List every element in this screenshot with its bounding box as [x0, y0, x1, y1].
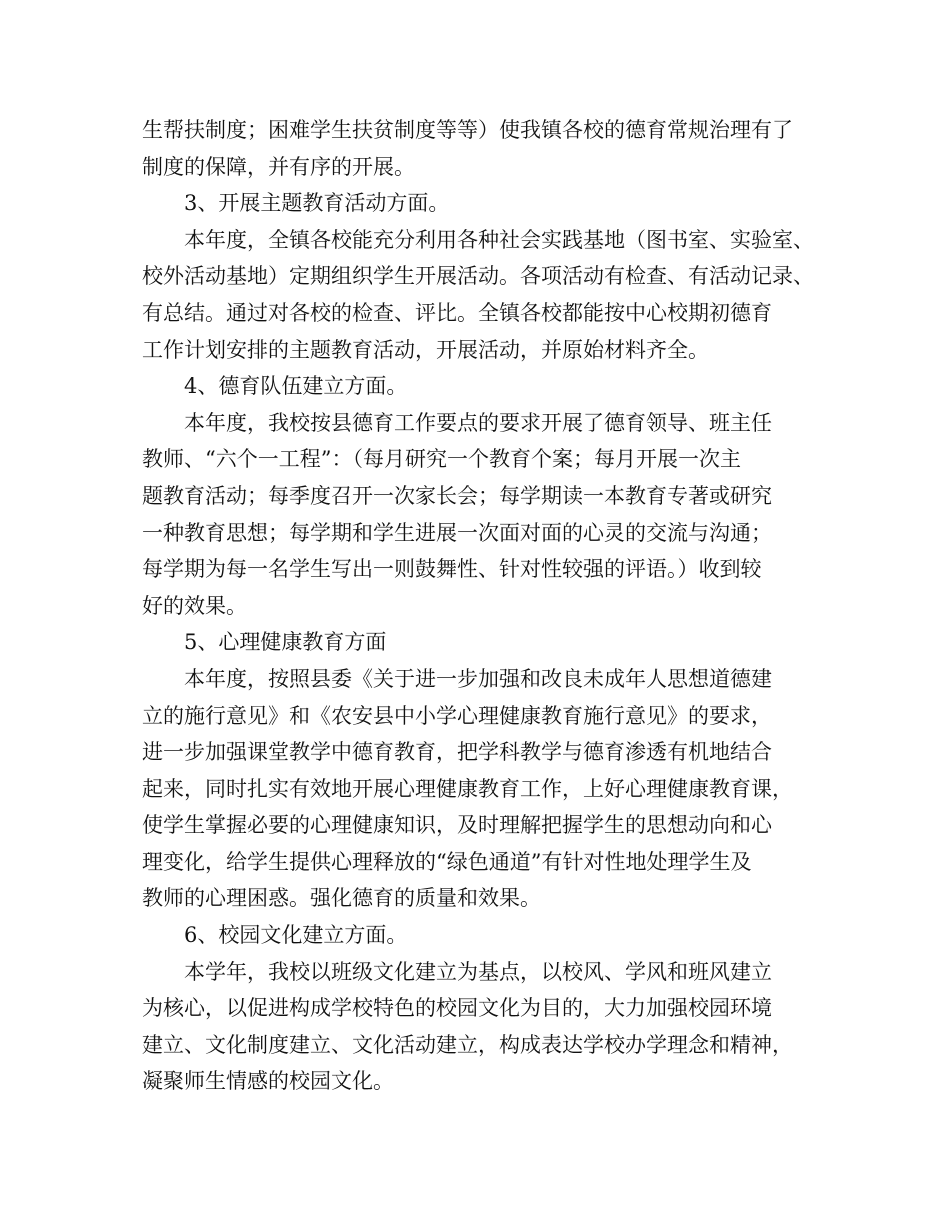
text-line: 凝聚师生情感的校园文化。	[142, 1069, 394, 1094]
text-line: 工作计划安排的主题教育活动，开展活动，并原始材料齐全。	[142, 337, 709, 362]
text-line: 本年度，按照县委《关于进一步加强和改良未成年人思想道德建	[184, 666, 772, 691]
text-line: 好的效果。	[142, 593, 247, 618]
text-line: 有总结。通过对各校的检查、评比。全镇各校都能按中心校期初德育	[142, 300, 772, 325]
text-line: 制度的保障，并有序的开展。	[142, 154, 415, 179]
text-line: 每学期为每一名学生写出一则鼓舞性、针对性较强的评语。）收到较	[142, 557, 762, 582]
text-line: 为核心，以促进构成学校特色的校园文化为目的，大力加强校园环境	[142, 996, 772, 1021]
text-line: 3、开展主题教育活动方面。	[184, 191, 450, 216]
text-line: 立的施行意见》和《农安县中小学心理健康教育施行意见》的要求，	[142, 703, 772, 728]
text-line: 教师、“六个一工程”：（每月研究一个教育个案；每月开展一次主	[142, 447, 741, 472]
text-line: 题教育活动；每季度召开一次家长会；每学期读一本教育专著或研究	[142, 483, 772, 508]
text-line: 本学年，我校以班级文化建立为基点，以校风、学风和班风建立	[184, 959, 772, 984]
document-body	[142, 112, 822, 1100]
text-line: 校外活动基地）定期组织学生开展活动。各项活动有检查、有活动记录、	[142, 264, 814, 289]
text-line: 建立、文化制度建立、文化活动建立，构成表达学校办学理念和精神，	[142, 1032, 793, 1057]
text-line: 5、心理健康教育方面	[184, 630, 387, 655]
text-line: 理变化，给学生提供心理释放的“绿色通道”有针对性地处理学生及	[142, 849, 752, 874]
text-line: 生帮扶制度；困难学生扶贫制度等等）使我镇各校的德育常规治理有了	[142, 118, 793, 142]
text-line: 6、校园文化建立方面。	[184, 923, 408, 948]
text-line: 起来，同时扎实有效地开展心理健康教育工作，上好心理健康教育课，	[142, 776, 793, 801]
text-line: 一种教育思想；每学期和学生进展一次面对面的心灵的交流与沟通；	[142, 520, 772, 545]
text-line: 教师的心理困惑。强化德育的质量和效果。	[142, 886, 541, 911]
text-line: 4、德育队伍建立方面。	[184, 374, 408, 399]
text-line: 本年度，全镇各校能充分利用各种社会实践基地（图书室、实验室、	[184, 227, 814, 252]
text-line: 本年度，我校按县德育工作要点的要求开展了德育领导、班主任	[184, 410, 772, 435]
text-line: 使学生掌握必要的心理健康知识，及时理解把握学生的思想动向和心	[142, 813, 772, 838]
text-line: 进一步加强课堂教学中德育教育，把学科教学与德育渗透有机地结合	[142, 740, 772, 765]
